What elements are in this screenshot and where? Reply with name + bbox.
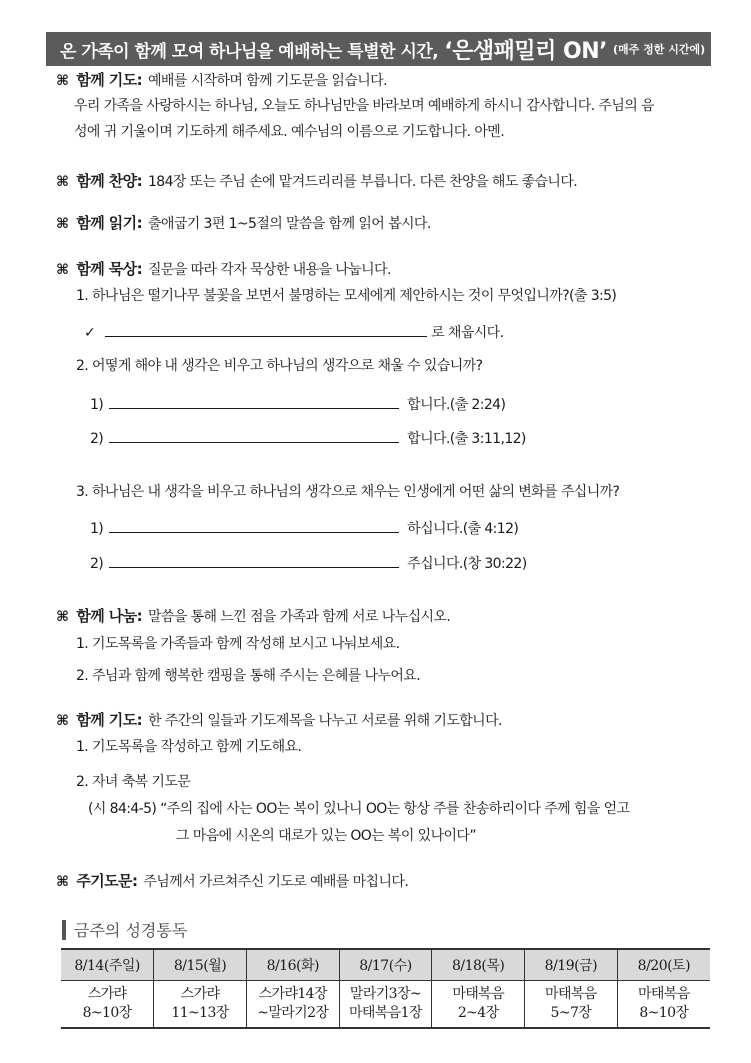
cell-line-1: 말라기3장~ [349,986,422,1002]
sharing-item-2: 2. 주님과 함께 행복한 캠핑을 통해 주시는 은혜를 나누어요. [76,668,421,684]
answer-number: 1) [90,521,104,537]
cell-line-2: 8~10장 [82,1005,132,1021]
section-reading-desc: 출애굽기 3편 1~5절의 말씀을 함께 읽어 봅시다. [147,216,431,232]
cell-line-1: 마태복음 [545,986,597,1002]
meditation-question-3: 3. 하나님은 내 생각을 비우고 하나님의 생각으로 채우는 인생에게 어떤 삶의 변화를 주십니까? [76,484,620,500]
section-reading [56,214,431,233]
section-prayer-desc: 예배를 시작하며 함께 기도문을 읽습니다. [147,73,387,89]
command-icon: ⌘ [56,216,69,232]
answer-blank[interactable] [109,518,399,533]
blessing-verse-line1: (시 84:4-5) “주의 집에 사는 OO는 복이 있나니 OO는 항상 주를 찬송하리이다 주께 힘을 얻고 [88,801,630,817]
section-sharing-title: 함께 나눔: [76,607,142,625]
cell-line-2: 11~13장 [171,1005,229,1021]
table-cell [339,981,432,1029]
answer-number: 2) [90,556,104,572]
table-cell [246,981,339,1029]
answer-blank[interactable] [109,428,399,443]
prayer2-item-1: 1. 기도목록을 작성하고 함께 기도해요. [76,739,302,755]
table-header-row [61,949,710,981]
answer-suffix: 주십니다.(창 30:22) [407,556,527,572]
cell-line-1: 마태복음 [452,986,505,1002]
blessing-verse-line2: 그 마음에 시온의 대로가 있는 OO는 복이 있나이다” [176,828,476,844]
meditation-answer-3-2 [90,553,527,573]
section-prayer-title: 함께 기도: [76,71,142,89]
answer-blank[interactable] [109,394,399,409]
section-prayer2-desc: 한 주간의 일들과 기도제목을 나누고 서로를 위해 기도합니다. [147,713,502,729]
command-icon: ⌘ [56,262,69,278]
section-reading-title: 함께 읽기: [76,214,142,232]
table-header-cell: 8/19(금) [525,949,618,981]
command-icon: ⌘ [56,174,69,190]
banner-note: (매주 정한 시간에) [613,43,706,56]
table-cell [617,981,710,1029]
section-sharing-desc: 말씀을 통해 느낀 점을 가족과 함께 서로 나누십시오. [147,609,451,625]
sharing-item-1: 1. 기도목록을 가족들과 함께 작성해 보시고 나눠보세요. [76,636,400,652]
cell-line-2: 5~7장 [550,1005,592,1021]
meditation-answer-3-1 [90,518,518,538]
section-praise [56,172,577,191]
table-cell [432,981,525,1029]
banner-title: 온 가족이 함께 모여 하나님을 예배하는 특별한 시간, [60,41,439,62]
section-meditation [56,260,391,279]
table-cell [61,981,154,1029]
table-row [61,981,710,1029]
section-praise-desc: 184장 또는 주님 손에 맡겨드리리를 부릅니다. 다른 찬양을 해도 좋습니다. [147,174,578,190]
table-header-cell: 8/20(토) [617,949,710,981]
section-sharing [56,607,450,626]
cell-line-2: 2~4장 [457,1005,499,1021]
meditation-answer-2-2 [90,428,526,448]
banner-highlight: ‘은샘패밀리 ON’ [444,38,607,64]
cell-line-1: 마태복음 [638,986,690,1002]
meditation-question-1: 1. 하나님은 떨기나무 불꽃을 보면서 불명하는 모세에게 제안하시는 것이 무엇입니까?(출 3:5) [76,288,617,304]
command-icon: ⌘ [56,874,69,890]
answer-suffix: 합니다.(출 2:24) [407,397,506,413]
cell-line-2: 8~10장 [639,1005,689,1021]
cell-line-2: ~말라기2장 [257,1005,329,1021]
weekly-reading-title: 금주의 성경통독 [74,921,188,940]
section-prayer [56,71,387,90]
section-closing-desc: 주님께서 가르쳐주신 기도로 예배를 마칩니다. [143,874,409,890]
cell-line-1: 스가랴 [87,986,127,1002]
answer-blank[interactable] [109,553,399,568]
section-closing [56,872,408,891]
meditation-answer-2-1 [90,394,505,414]
table-header-cell: 8/17(수) [339,949,432,981]
section-praise-title: 함께 찬양: [76,172,142,190]
section-meditation-title: 함께 묵상: [76,260,142,278]
weekly-reading-heading [62,918,187,941]
command-icon: ⌘ [56,713,69,729]
answer-suffix: 하십니다.(출 4:12) [407,521,519,537]
table-cell [525,981,618,1029]
heading-bar [62,920,66,940]
answer-number: 2) [90,431,104,447]
answer-blank[interactable] [105,322,427,337]
weekly-reading-table [61,948,710,1029]
section-meditation-desc: 질문을 따라 각자 묵상한 내용을 나눕니다. [147,262,391,278]
table-header-cell: 8/18(목) [432,949,525,981]
command-icon: ⌘ [56,73,69,89]
table-header-cell: 8/16(화) [246,949,339,981]
check-icon: ✓ [84,325,96,341]
prayer-text-line1: 우리 가족을 사랑하시는 하나님, 오늘도 하나님만을 바라보며 예배하게 하시니 감사합니다. 주님의 음 [74,98,654,114]
table-cell [154,981,247,1029]
cell-line-2: 마태복음1장 [348,1005,422,1021]
prayer-text-line2: 성에 귀 기울이며 기도하게 해주세요. 예수님의 이름으로 기도합니다. 아멘. [74,124,505,140]
answer-suffix: 로 채웁시다. [431,325,504,341]
answer-suffix: 합니다.(출 3:11,12) [407,431,526,447]
section-prayer2-title: 함께 기도: [76,711,142,729]
page-banner [46,32,711,66]
table-header-cell: 8/15(월) [154,949,247,981]
prayer2-item-2: 2. 자녀 축복 기도문 [76,774,191,790]
cell-line-1: 스가랴 [180,986,220,1002]
command-icon: ⌘ [56,609,69,625]
cell-line-1: 스가랴14장 [258,986,327,1002]
table-header-cell: 8/14(주일) [61,949,154,981]
answer-number: 1) [90,397,104,413]
meditation-answer-1 [84,322,503,342]
section-closing-title: 주기도문: [76,872,138,890]
section-prayer-2 [56,711,502,730]
meditation-question-2: 2. 어떻게 해야 내 생각은 비우고 하나님의 생각으로 채울 수 있습니까? [76,358,483,374]
